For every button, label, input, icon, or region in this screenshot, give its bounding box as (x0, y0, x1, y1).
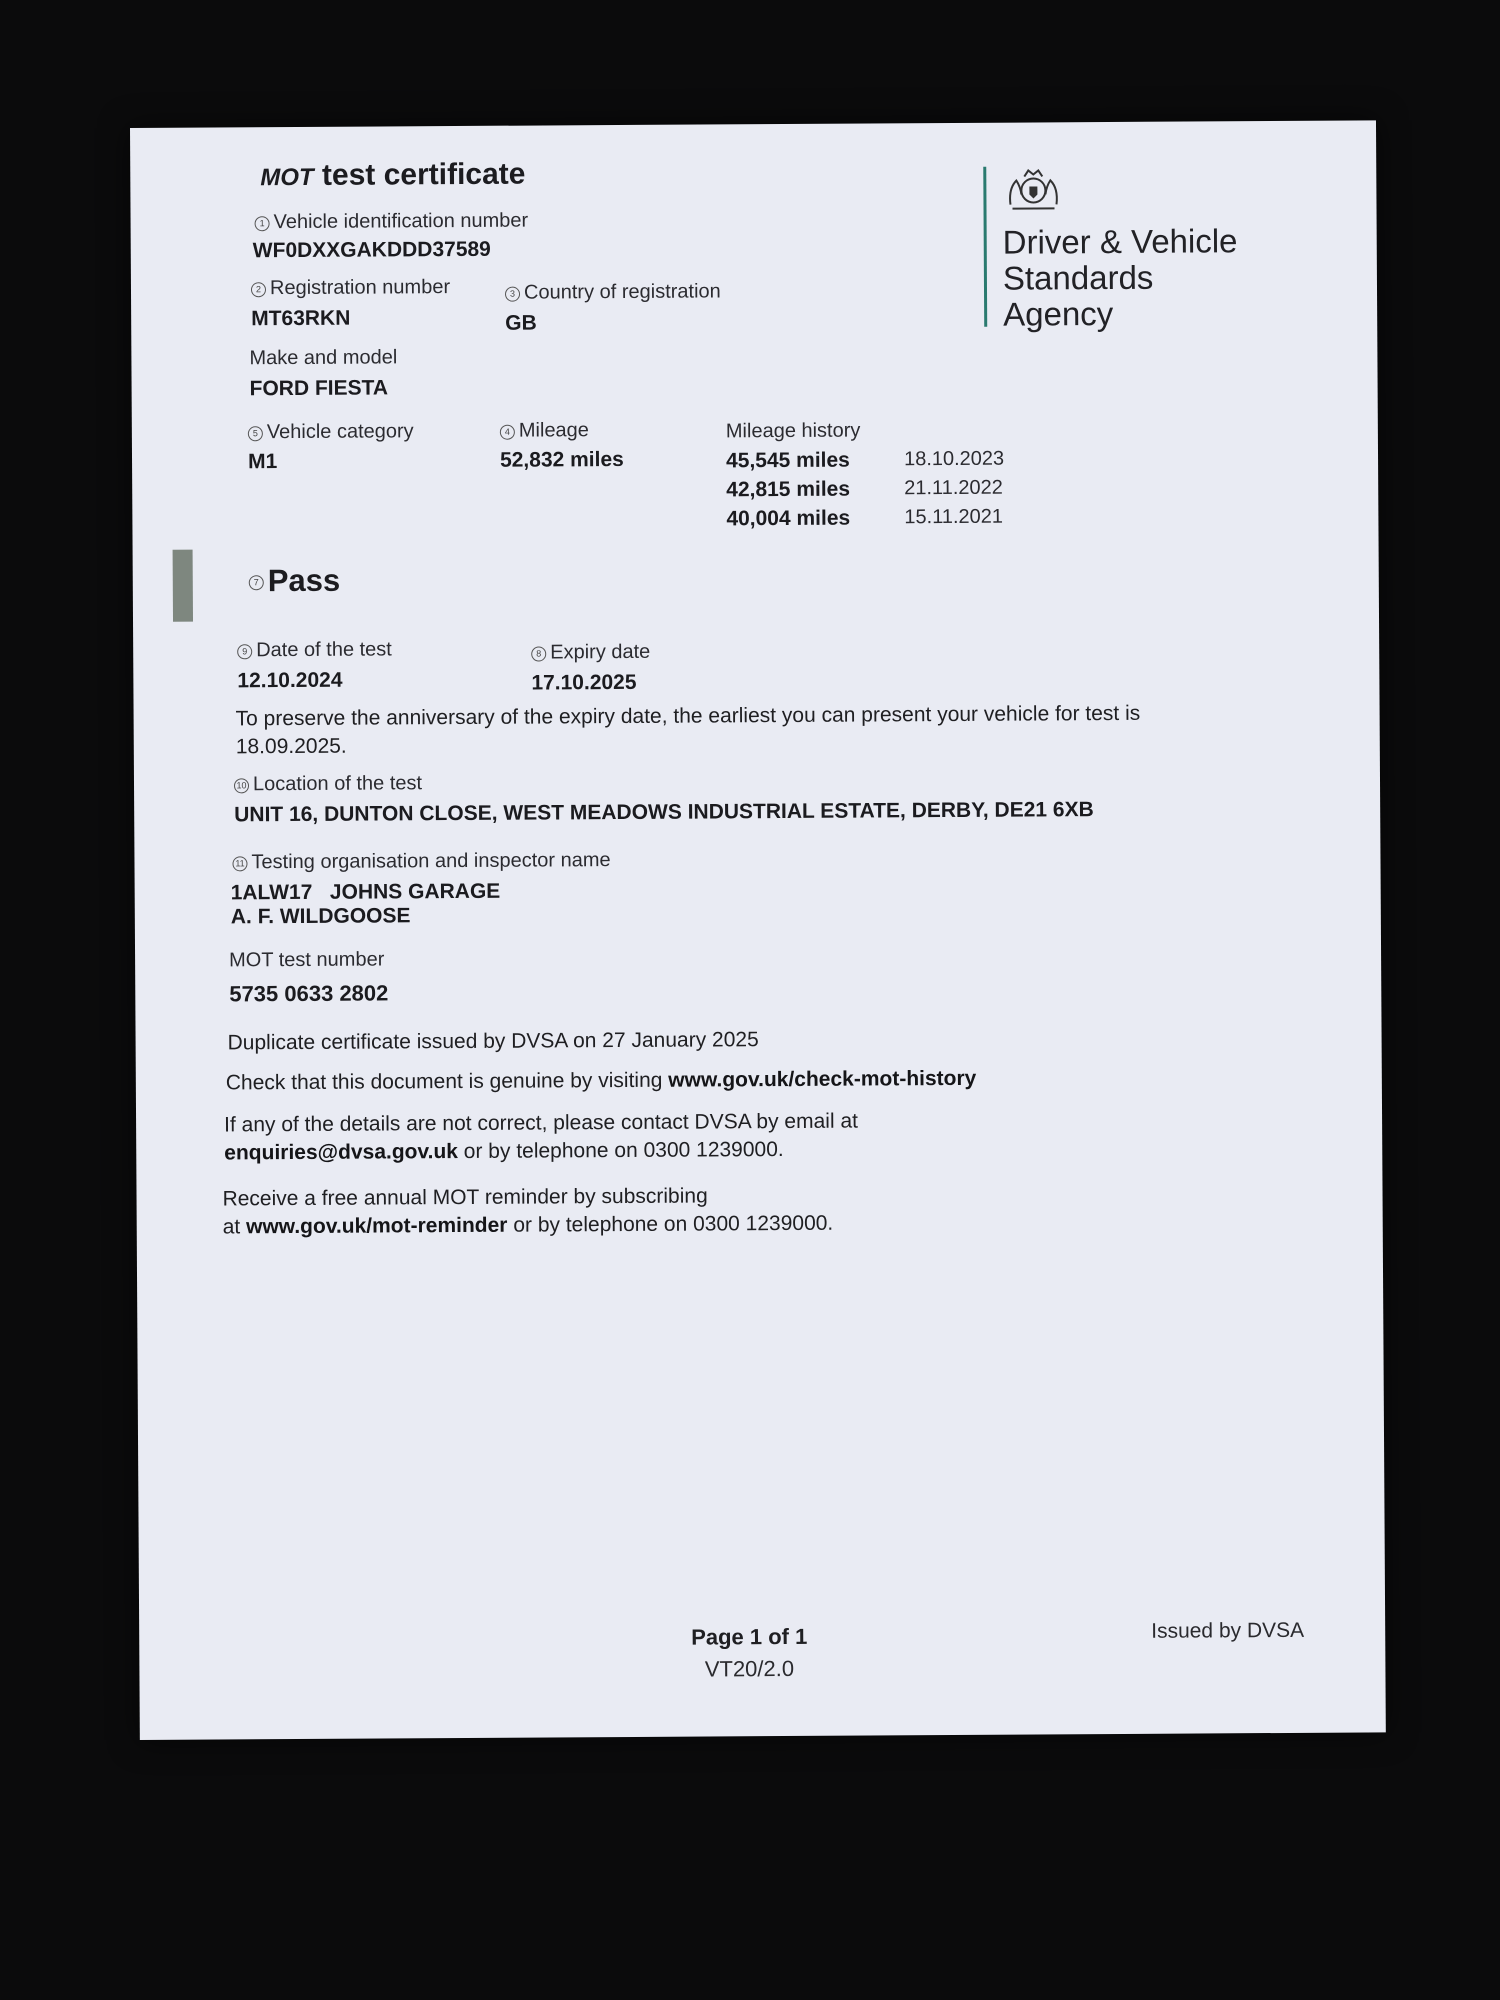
field-number-icon: 9 (237, 644, 252, 659)
contact-note: If any of the details are not correct, please contact DVSA by email at enquiries@dvsa.gov.uk or by telephone on 0300 1239000. (224, 1109, 858, 1165)
mot-test-number-label: MOT test number (229, 948, 385, 972)
testing-organisation-value (231, 880, 501, 906)
organisation-name: JOHNS GARAGE (329, 879, 501, 904)
agency-name (1003, 223, 1238, 332)
mileage-history-date-3: 15.11.2021 (904, 505, 1004, 529)
mileage-history-date-1: 18.10.2023 (903, 447, 1005, 471)
field-number-icon: 4 (500, 425, 515, 440)
expiry-date-label: 8 Expiry date (531, 641, 650, 665)
certificate-title (260, 158, 525, 194)
mot-test-number-value: 5735 0633 2802 (229, 980, 389, 1007)
vehicle-category-label: 5 Vehicle category (248, 420, 414, 444)
mileage-label: 4 Mileage (500, 419, 589, 443)
mileage-history-label: Mileage history (725, 419, 861, 443)
mileage-history-miles-1: 45,545 miles (725, 448, 850, 473)
organisation-code: 1ALW17 (230, 880, 313, 905)
test-date-label: 9 Date of the test (237, 638, 392, 662)
title-rest: test certificate (321, 157, 526, 192)
mileage-history-date-2: 21.11.2022 (904, 476, 1003, 500)
check-genuine-note: Check that this document is genuine by visiting www.gov.uk/check-mot-history (225, 1066, 977, 1095)
country-value: GB (505, 311, 537, 335)
make-model-value: FORD FIESTA (249, 376, 389, 401)
mot-certificate-sheet (130, 120, 1386, 1740)
pass-status (249, 563, 341, 600)
page-number: Page 1 of 1 (691, 1623, 808, 1650)
agency-line-1: Driver & Vehicle (1002, 222, 1238, 261)
duplicate-note: Duplicate certificate issued by DVSA on 27 January 2025 (227, 1028, 759, 1055)
check-mot-history-link[interactable]: www.gov.uk/check-mot-history (668, 1066, 977, 1092)
form-code: VT20/2.0 (704, 1655, 795, 1682)
reminder-note: Receive a free annual MOT reminder by subscribing at www.gov.uk/mot-reminder or by telephone on 0300 1239000. (222, 1184, 834, 1239)
agency-line-3: Agency (1003, 294, 1114, 333)
registration-value: MT63RKN (251, 306, 351, 331)
agency-line-2: Standards (1002, 258, 1154, 297)
mileage-history-miles-3: 40,004 miles (726, 506, 851, 531)
field-number-icon: 5 (248, 426, 263, 441)
country-label: 3 Country of registration (505, 280, 721, 304)
inspector-name: A. F. WILDGOOSE (230, 904, 411, 929)
location-label: 10 Location of the test (234, 772, 422, 796)
field-number-icon: 10 (234, 778, 249, 793)
make-model-label: Make and model (249, 346, 398, 370)
testing-organisation-label: 11 Testing organisation and inspector name (232, 849, 610, 874)
vehicle-category-value: M1 (247, 450, 278, 474)
anniversary-note: To preserve the anniversary of the expiry date, the earliest you can present your vehicle for test is 18.09.2025. (235, 701, 1141, 759)
registration-label: 2 Registration number (251, 276, 450, 300)
mileage-history-miles-2: 42,815 miles (726, 477, 851, 502)
field-number-icon: 2 (251, 282, 266, 297)
pass-status-text: Pass (267, 562, 341, 599)
field-number-icon: 8 (531, 646, 546, 661)
field-number-icon: 11 (232, 856, 247, 871)
vin-label: 1 Vehicle identification number (255, 210, 529, 235)
contact-email-link[interactable]: enquiries@dvsa.gov.uk (224, 1140, 458, 1165)
location-value: UNIT 16, DUNTON CLOSE, WEST MEADOWS INDUSTRIAL ESTATE, DERBY, DE21 6XB (234, 798, 1094, 827)
pass-status-bar (173, 550, 193, 622)
mileage-value: 52,832 miles (499, 447, 624, 472)
mot-reminder-link[interactable]: www.gov.uk/mot-reminder (246, 1213, 508, 1239)
expiry-date-value: 17.10.2025 (531, 670, 637, 695)
issued-by: Issued by DVSA (1151, 1618, 1305, 1643)
title-prefix: MOT (260, 163, 314, 192)
agency-divider (983, 167, 987, 327)
field-number-icon: 1 (255, 216, 270, 231)
test-date-value: 12.10.2024 (237, 668, 343, 693)
field-number-icon: 3 (505, 287, 520, 302)
field-number-icon: 7 (249, 575, 264, 590)
royal-crest-icon (1002, 164, 1064, 214)
vin-value: WF0DXXGAKDDD37589 (252, 237, 491, 263)
